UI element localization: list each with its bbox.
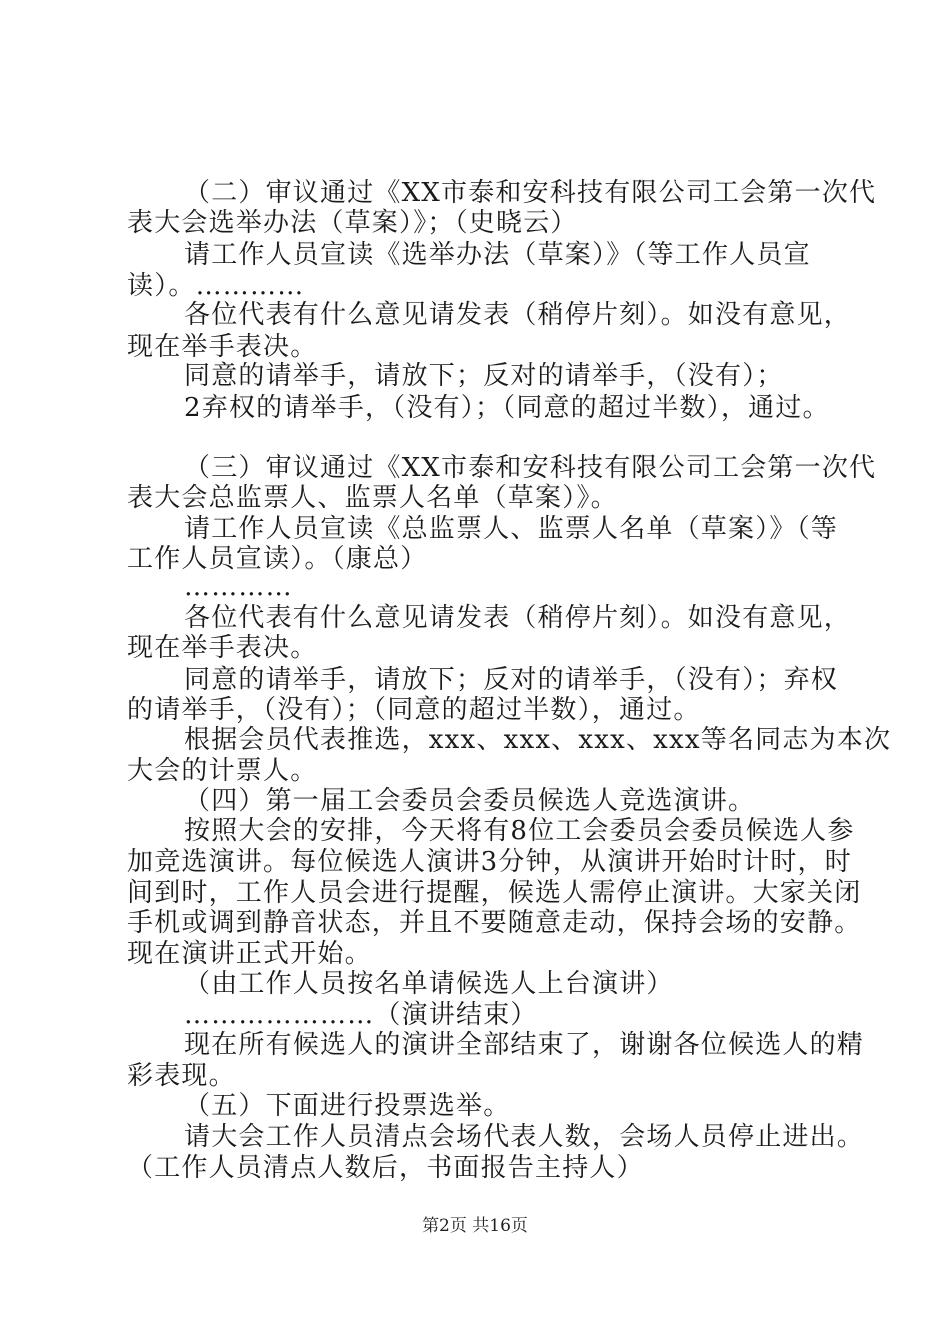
paragraph-line: 工作人员宣读）。（康总） [127, 544, 428, 574]
paragraph-line: ………… [184, 572, 293, 602]
paragraph-line: （五）下面进行投票选举。 [184, 1091, 511, 1121]
paragraph-line: 表大会总监票人、监票人名单（草案）》。 [127, 483, 618, 513]
paragraph-line: 大会的计票人。 [127, 756, 318, 786]
paragraph-line: 按照大会的安排，今天将有8位工会委员会委员候选人参 [184, 816, 855, 846]
paragraph-line: 表大会选举办法（草案）》；（史晓云） [127, 208, 578, 238]
paragraph-line: （二）审议通过《XX市泰和安科技有限公司工会第一次代 [184, 178, 877, 208]
paragraph-line: 的请举手，（没有）；（同意的超过半数），通过。 [127, 695, 701, 725]
paragraph-line: 现在举手表决。 [127, 633, 318, 663]
paragraph-line: 现在演讲正式开始。 [127, 939, 372, 969]
paragraph-line: 同意的请举手，请放下；反对的请举手，（没有）； [184, 361, 784, 391]
paragraph-line: （工作人员清点人数后，书面报告主持人） [127, 1153, 644, 1183]
paragraph-line: 各位代表有什么意见请发表（稍停片刻）。如没有意见， [184, 300, 852, 330]
paragraph-line: 同意的请举手，请放下；反对的请举手，（没有）；弃权 [184, 665, 839, 695]
paragraph-line: 间到时，工作人员会进行提醒，候选人需停止演讲。大家关闭 [127, 878, 862, 908]
paragraph-line: 手机或调到静音状态，并且不要随意走动，保持会场的安静。 [127, 908, 862, 938]
paragraph-line: 各位代表有什么意见请发表（稍停片刻）。如没有意见， [184, 603, 852, 633]
paragraph-line: 彩表现。 [127, 1061, 236, 1091]
paragraph-line: …………………（演讲结束） [184, 1000, 538, 1030]
paragraph-line: （由工作人员按名单请候选人上台演讲） [184, 969, 674, 999]
paragraph-line: 读）。………… [127, 271, 305, 301]
paragraph-line: 请大会工作人员清点会场代表人数，会场人员停止进出。 [184, 1122, 865, 1152]
paragraph-line: 请工作人员宣读《选举办法（草案）》（等工作人员宣 [184, 240, 811, 270]
paragraph-line: 2弃权的请举手，（没有）；（同意的超过半数），通过。 [184, 393, 830, 423]
paragraph-line: 加竞选演讲。每位候选人演讲3分钟，从演讲开始时计时，时 [127, 847, 852, 877]
paragraph-line: （四）第一届工会委员会委员候选人竞选演讲。 [184, 786, 756, 816]
paragraph-line: （三）审议通过《XX市泰和安科技有限公司工会第一次代 [184, 453, 877, 483]
paragraph-line: 根据会员代表推选，xxx、xxx、xxx、xxx等名同志为本次 [184, 725, 892, 755]
paragraph-line: 请工作人员宣读《总监票人、监票人名单（草案）》（等 [184, 514, 839, 544]
paragraph-line: 现在所有候选人的演讲全部结束了，谢谢各位候选人的精 [184, 1030, 865, 1060]
page-number-footer: 第2页 共16页 [422, 1216, 528, 1236]
paragraph-line: 现在举手表决。 [127, 332, 318, 362]
